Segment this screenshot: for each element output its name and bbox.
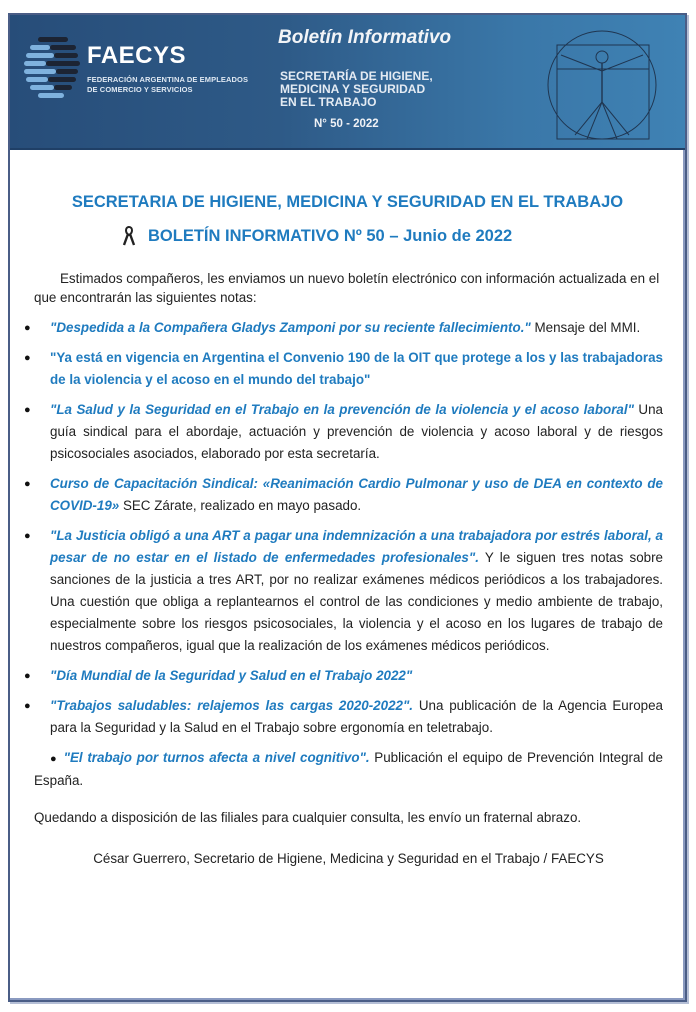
notes-list — [24, 317, 663, 792]
vitruvian-man-icon — [545, 27, 660, 145]
issue-number: N° 50 - 2022 — [314, 118, 379, 130]
bullet-icon: ● — [24, 322, 31, 334]
note-link[interactable]: "La Salud y la Seguridad en el Trabajo en la prevención de la violencia y el acoso laboral" — [50, 402, 634, 417]
brand-subtitle — [87, 75, 248, 95]
list-item — [24, 695, 663, 739]
brand-name: FAECYS — [87, 42, 187, 69]
note-description: SEC Zárate, realizado en mayo pasado. — [119, 498, 362, 513]
bullet-icon: ● — [24, 700, 31, 712]
bulletin-title: Boletín Informativo — [278, 27, 452, 48]
list-item — [24, 317, 663, 339]
secretariat-line: EN EL TRABAJO — [280, 95, 377, 109]
brand-subtitle-line: FEDERACIÓN ARGENTINA DE EMPLEADOS — [87, 75, 249, 84]
faecys-logo-icon — [24, 33, 86, 105]
signature: César Guerrero, Secretario de Higiene, Medicina y Seguridad en el Trabajo / FAECYS — [93, 851, 604, 866]
note-link[interactable]: "La Justicia obligó a una ART a pagar una indemnización a una trabajadora por estrés laboral, a pesar de no estar en el listado de enfermedades profesionales". — [50, 528, 663, 565]
list-item — [24, 525, 663, 657]
bullet-icon: ● — [24, 478, 31, 490]
note-link[interactable]: "Día Mundial de la Seguridad y Salud en el Trabajo 2022" — [50, 668, 413, 683]
closing-paragraph: Quedando a disposición de las filiales para cualquier consulta, les envío un fraternal abrazo. — [34, 810, 582, 825]
list-item — [24, 473, 663, 517]
bullet-icon: ● — [24, 404, 31, 416]
list-item — [24, 399, 663, 465]
note-description: Publicación el equipo de Prevención Integral de España. — [34, 750, 663, 788]
secretariat-line: MEDICINA Y SEGURIDAD — [280, 82, 426, 96]
mourning-ribbon-icon — [122, 226, 136, 246]
note-link[interactable]: "Ya está en vigencia en Argentina el Convenio 190 de la OIT que protege a los y las trabajadoras de la violencia y el acoso en el mundo del trabajo" — [50, 350, 663, 387]
note-link[interactable]: Curso de Capacitación Sindical: «Reanimación Cardio Pulmonar y uso de DEA en contexto de COVID-19» — [50, 476, 663, 513]
bulletin-frame — [8, 13, 687, 1002]
list-item — [34, 747, 663, 792]
bullet-icon: ● — [24, 670, 31, 682]
note-description: Y le siguen tres notas sobre sanciones de la justicia a tres ART, por no realizar exámenes médicos periódicos a los trabajadores. Una cuestión que obliga a replantearnos el control de las condiciones y medio ambiente de trabajo, especialmente sobre los riesgos psicosociales, la violencia y el acoso en los lugares de trabajo de nuestros compañeros, igual que la realización de los exámenes médicos periódicos. — [50, 550, 663, 653]
bullet-icon: ● — [50, 753, 58, 765]
secretariat-line: SECRETARÍA DE HIGIENE, — [280, 69, 433, 83]
bullet-icon: ● — [24, 352, 31, 364]
note-description: Una publicación de la Agencia Europea para la Seguridad y la Salud en el Trabajo sobre ergonomía en teletrabajo. — [50, 698, 663, 735]
bulletin-subtitle-text: BOLETÍN INFORMATIVO Nº 50 – Junio de 2022 — [148, 227, 513, 245]
list-item — [24, 665, 663, 687]
bulletin-subtitle — [122, 226, 663, 246]
bulletin-body — [10, 150, 685, 998]
note-link[interactable]: "El trabajo por turnos afecta a nivel cognitivo". — [63, 750, 370, 765]
list-item — [24, 347, 663, 391]
page-title: SECRETARIA DE HIGIENE, MEDICINA Y SEGURIDAD EN EL TRABAJO — [71, 193, 624, 211]
note-description: Una guía sindical para el abordaje, actuación y prevención de violencia y acoso laboral y de riesgos psicosociales asociados, elaborado por esta secretaría. — [50, 402, 663, 461]
note-link[interactable]: "Trabajos saludables: relajemos las cargas 2020-2022". — [50, 698, 414, 713]
note-link[interactable]: "Despedida a la Compañera Gladys Zamponi por su reciente fallecimiento." — [50, 320, 531, 335]
brand-subtitle-line: DE COMERCIO Y SERVICIOS — [87, 85, 193, 94]
intro-paragraph: Estimados compañeros, les enviamos un nuevo boletín electrónico con información actualizada en el que encontrarán las siguientes notas: — [34, 271, 660, 305]
bulletin-header — [10, 15, 685, 150]
note-description: Mensaje del MMI. — [530, 320, 641, 335]
bullet-icon: ● — [24, 530, 31, 542]
secretariat-name — [280, 70, 433, 109]
